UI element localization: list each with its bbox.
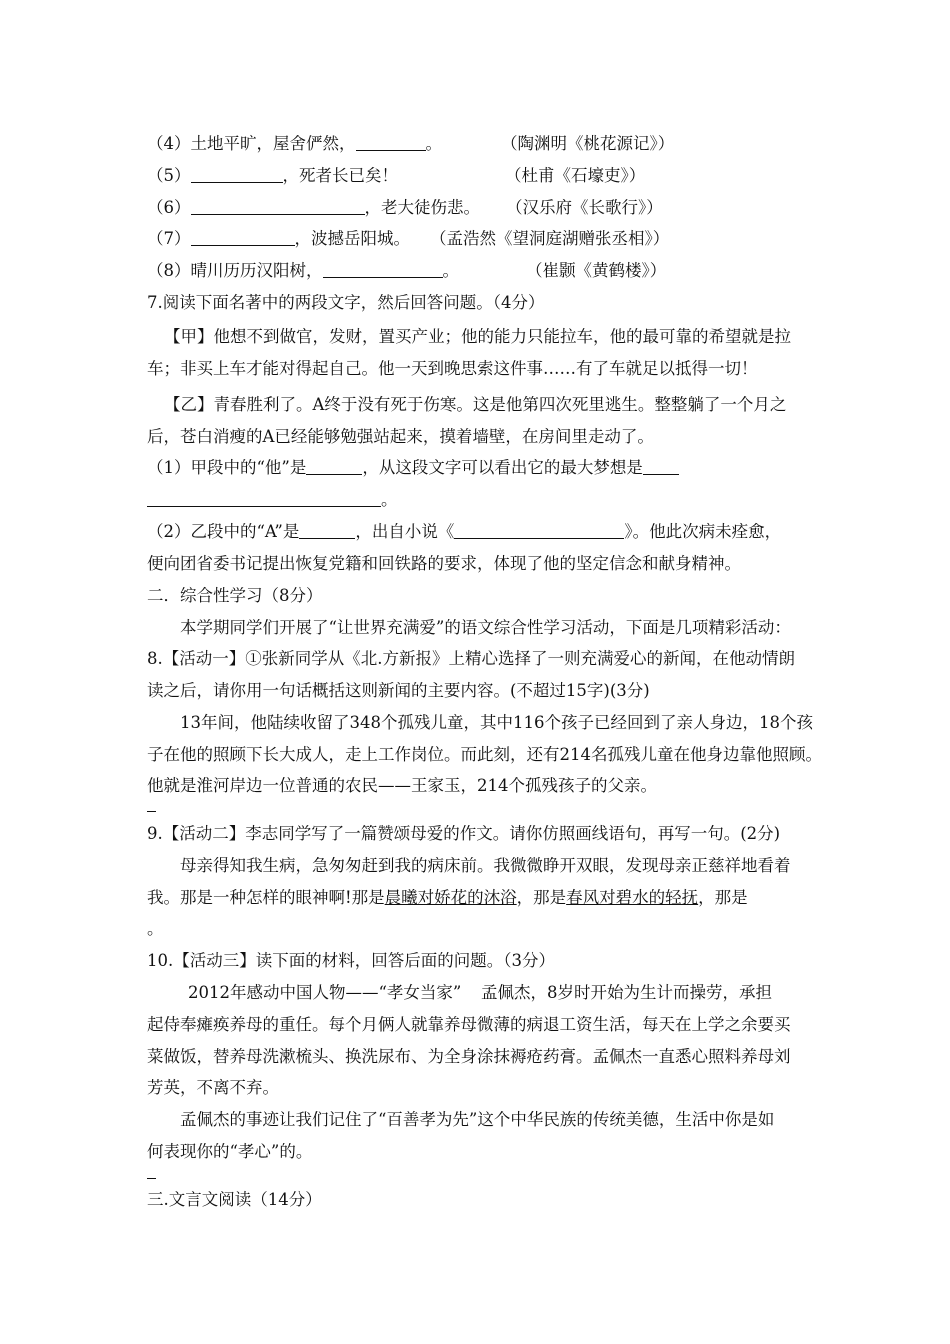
- q7-a1-end: 。: [381, 490, 398, 509]
- answer-blank[interactable]: [323, 261, 443, 278]
- q9-p2-text: 我。那是一种怎样的眼神啊!那是: [147, 888, 385, 907]
- q7-yi-line-2: 后，苍白消瘦的A已经能够勉强站起来，摸着墙壁，在房间里走动了。: [147, 427, 654, 446]
- q9-para-3: 。: [147, 919, 164, 938]
- q7-jia-line-2: 车；非买上车才能对得起自己。他一天到晚思索这件事……有了车就足以抵得一切！: [147, 359, 758, 378]
- q7-a2-mid: ，出自小说《: [355, 522, 455, 541]
- q7-answer-2-cont: 便向团省委书记提出恢复党籍和回铁路的要求，体现了他的坚定信念和献身精神。: [147, 554, 741, 573]
- q10-para-6: 何表现你的“孝心”的。: [147, 1142, 313, 1161]
- q7-answer-1: [147, 457, 679, 479]
- q10-answer-blank[interactable]: [147, 1178, 156, 1179]
- q6-5-source: （杜甫《石壕吏》）: [505, 166, 646, 185]
- q6-6-source: （汉乐府《长歌行》）: [506, 198, 663, 217]
- q7-a1-mid: ，从这段文字可以看出它的最大梦想是: [362, 458, 643, 477]
- q8-news-3: 他就是淮河岸边一位普通的农民——王家玉，214个孤残孩子的父亲。: [147, 776, 657, 795]
- q7-stem: 7.阅读下面名著中的两段文字，然后回答问题。（4分）: [147, 293, 545, 312]
- q6-5-end: ，死者长已矣！: [282, 166, 398, 185]
- q7-answer-1-cont: [147, 489, 398, 511]
- q9-p2-end: ，那是: [698, 888, 748, 907]
- q10-para-4: 芳英，不离不弃。: [147, 1078, 279, 1097]
- q7-a1-text: （1）甲段中的“他”是: [147, 458, 307, 477]
- section-3-title: 三.文言文阅读（14分）: [147, 1190, 322, 1209]
- q8-answer-blank[interactable]: [147, 811, 156, 812]
- q10-para-3: 菜做饭，替养母洗漱梳头、换洗尿布、为全身涂抹褥疮药膏。孟佩杰一直悉心照料养母刘: [147, 1047, 791, 1066]
- answer-blank[interactable]: [306, 458, 362, 475]
- q6-line-8: [147, 260, 459, 282]
- q6-line-7: [147, 228, 410, 250]
- answer-blank[interactable]: [191, 166, 283, 183]
- q6-7-end: ，波撼岳阳城。: [294, 229, 410, 248]
- q8-line-2: 读之后，请你用一句话概括这则新闻的主要内容。(不超过15字)(3分): [147, 681, 650, 700]
- q6-8-text: （8）晴川历历汉阳树，: [147, 261, 323, 280]
- q6-8-source: （崔颢《黄鹤楼》）: [526, 261, 667, 280]
- q6-line-4: [147, 133, 442, 155]
- q9-para-2: [147, 887, 748, 909]
- q9-p2-mid: ，那是: [516, 888, 567, 907]
- q6-7-text: （7）: [147, 229, 191, 248]
- underlined-phrase-1: 晨曦对娇花的沐浴: [384, 888, 517, 907]
- answer-blank[interactable]: [643, 458, 679, 475]
- answer-blank[interactable]: [454, 522, 624, 539]
- q6-5-text: （5）: [147, 166, 191, 185]
- q6-6-text: （6）: [147, 198, 191, 217]
- underlined-phrase-2: 春风对碧水的轻抚: [566, 888, 699, 907]
- q9-line-1: 9.【活动二】李志同学写了一篇赞颂母爱的作文。请你仿照画线语句，再写一句。(2分): [147, 824, 781, 843]
- q7-a2-text: （2）乙段中的“A”是: [147, 522, 300, 541]
- q10-para-1a: 2012年感动中国人物——“孝女当家”: [188, 983, 462, 1002]
- q6-4-end: 。: [425, 134, 442, 153]
- q8-news-1: 13年间，他陆续收留了348个孤残儿童，其中116个孩子已经回到了亲人身边，18个孩: [180, 713, 813, 732]
- q7-answer-2: [147, 521, 781, 543]
- q7-a2-post: 》。他此次病未痊愈，: [624, 522, 782, 541]
- q6-line-5: [147, 165, 398, 187]
- q6-8-end: 。: [442, 261, 459, 280]
- answer-blank[interactable]: [191, 198, 365, 215]
- answer-blank[interactable]: [147, 490, 381, 507]
- q10-para-2: 起侍奉瘫痪养母的重任。每个月俩人就靠养母微薄的病退工资生活，每天在上学之余要买: [147, 1015, 791, 1034]
- q10-line-1: 10.【活动三】读下面的材料，回答后面的问题。（3分）: [147, 951, 555, 970]
- q7-jia-line-1: 【甲】他想不到做官，发财，置买产业；他的能力只能拉车，他的最可靠的希望就是拉: [164, 327, 791, 346]
- q8-news-2: 子在他的照顾下长大成人，走上工作岗位。而此刻，还有214名孤残儿童在他身边靠他照顾。: [147, 745, 822, 764]
- q6-line-6: [147, 197, 480, 219]
- q8-line-1: 8.【活动一】①张新同学从《北.方新报》上精心选择了一则充满爱心的新闻，在他动情朗: [147, 649, 795, 668]
- section-2-intro: 本学期同学们开展了“让世界充满爱”的语文综合性学习活动，下面是几项精彩活动：: [180, 618, 791, 637]
- q10-para-5: 孟佩杰的事迹让我们记住了“百善孝为先”这个中华民族的传统美德，生活中你是如: [180, 1110, 775, 1129]
- q10-para-1b: 孟佩杰，8岁时开始为生计而操劳，承担: [481, 983, 772, 1002]
- q6-4-text: （4）土地平旷，屋舍俨然，: [147, 134, 356, 153]
- q6-4-source: （陶渊明《桃花源记》）: [501, 134, 675, 153]
- answer-blank[interactable]: [299, 522, 355, 539]
- answer-blank[interactable]: [356, 134, 426, 151]
- section-2-title: 二．综合性学习（8分）: [147, 586, 323, 605]
- q9-para-1: 母亲得知我生病，急匆匆赶到我的病床前。我微微睁开双眼，发现母亲正慈祥地看着: [180, 856, 791, 875]
- answer-blank[interactable]: [191, 229, 295, 246]
- q6-7-source: （孟浩然《望洞庭湖赠张丞相》）: [430, 229, 670, 248]
- q6-6-end: ，老大徒伤悲。: [364, 198, 480, 217]
- q7-yi-line-1: 【乙】青春胜利了。A终于没有死于伤寒。这是他第四次死里逃生。整整躺了一个月之: [164, 395, 787, 414]
